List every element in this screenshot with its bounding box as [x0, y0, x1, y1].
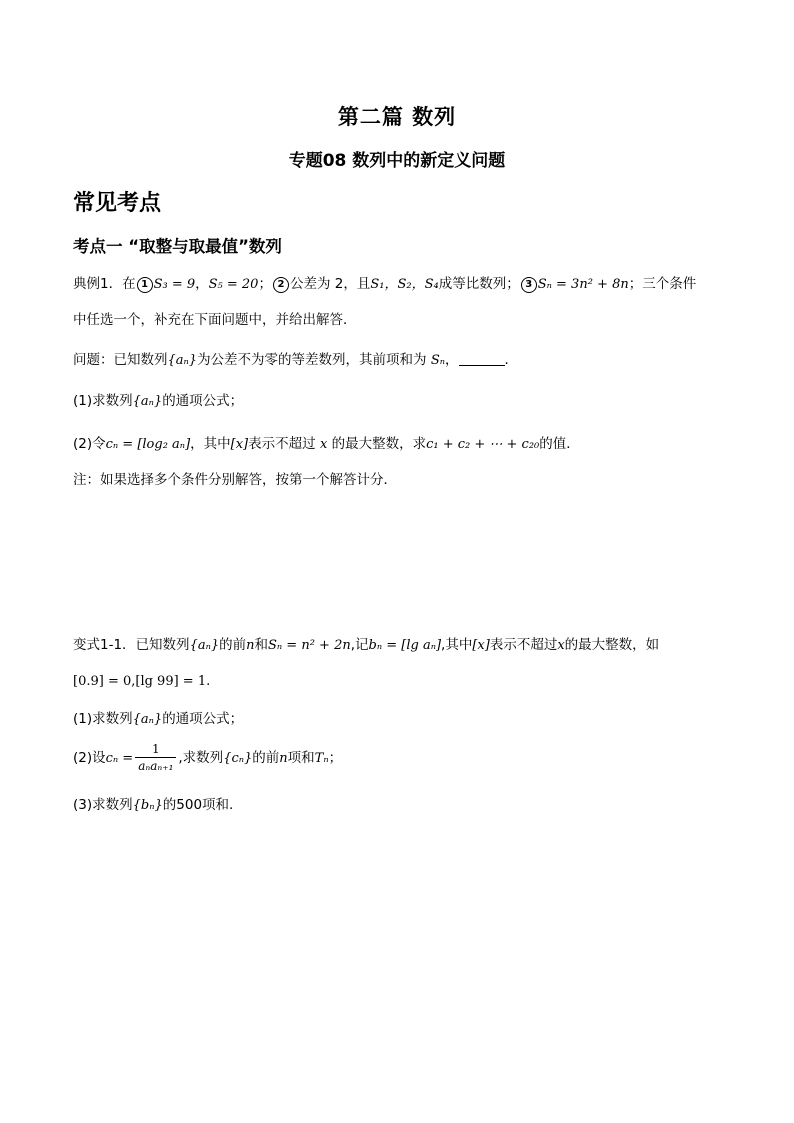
part2-bracket: [x] [230, 437, 249, 452]
fraction-numerator: 1 [151, 742, 160, 756]
example1-note: 注：如果选择多个条件分别解答，按第一个解答计分． [73, 472, 397, 488]
part2-mid-b: 表示不超过 [248, 436, 316, 452]
example1-part1 [73, 393, 243, 410]
variant1-part2-suffix: ； [328, 749, 343, 766]
topic-title: 专题08 数列中的新定义问题 [288, 151, 506, 171]
variant1-part1-suffix: 的通项公式； [162, 711, 244, 727]
variant1-part3-suffix: 的500项和. [162, 797, 234, 813]
variant1-text-a: 已知数列 [135, 637, 190, 653]
variant1-part1-seq: {aₙ} [132, 712, 163, 727]
part1-suffix: 的通项公式； [162, 393, 244, 409]
question-seq: {aₙ} [167, 353, 198, 368]
point-title: 考点一 “取整与取最值”数列 [73, 237, 282, 256]
part2-x: x [319, 437, 328, 452]
fraction [135, 742, 176, 774]
condition1-formula-a: S₃ = 9 [153, 277, 196, 292]
variant1-line1 [73, 637, 659, 654]
question-sum: Sₙ [430, 353, 446, 368]
variant1-part1 [73, 711, 243, 728]
variant1-part2-T: Tₙ [314, 750, 329, 766]
variant1-text-g: 的最大整数，如 [564, 637, 660, 653]
example1-question: 问题：已知数列{aₙ}为公差不为零的等差数列，其前项和为 Sₙ， ． [73, 352, 519, 368]
variant1-b-formula: bₙ = [lg aₙ] [368, 638, 442, 653]
variant1-sum-formula: Sₙ = n² + 2n [268, 638, 351, 653]
variant1-bracket: [x] [472, 638, 490, 653]
variant1-text-e: ,其中 [441, 637, 473, 653]
variant1-label: 变式1-1． [73, 637, 136, 653]
variant1-x: x [557, 638, 565, 653]
variant1-n: n [246, 638, 255, 653]
condition2-marker: 2 [273, 277, 289, 293]
variant1-seq: {aₙ} [189, 638, 220, 653]
condition3-marker: 3 [521, 277, 537, 293]
example1-line2: 中任选一个，补充在下面问题中，并给出解答． [73, 312, 357, 328]
variant1-text-d: ,记 [350, 637, 369, 653]
part-title: 第二篇 数列 [337, 105, 457, 129]
part2-formula: cₙ = [log₂ aₙ] [105, 437, 191, 452]
part1-seq: {aₙ} [132, 394, 163, 409]
example1-part2 [73, 436, 580, 453]
condition3-tail: ；三个条件 [628, 276, 697, 292]
part2-suffix: 的值． [539, 436, 580, 452]
question-prefix: 问题：已知数列 [73, 352, 168, 368]
condition1-marker: 1 [137, 277, 153, 293]
variant1-part2-text: 的前 [252, 749, 280, 766]
variant1-part2-prefix: (2)设 [73, 749, 106, 766]
variant1-part3-prefix: (3)求数列 [73, 797, 133, 813]
variant1-part2-mid: ,求数列 [178, 749, 224, 766]
condition2-terms: S₁，S₂，S₄ [370, 277, 439, 292]
answer-blank[interactable] [459, 353, 505, 366]
part1-prefix: (1)求数列 [73, 393, 133, 409]
variant1-part1-prefix: (1)求数列 [73, 711, 133, 727]
example1-line1: 典例1．在 1 S₃ = 9，S₅ = 20； 2 公差为 2，且S₁，S₂，S₄成等比数列； 3 Sₙ = 3n² + 8n；三个条件 [73, 276, 697, 292]
variant1-part2 [73, 742, 342, 774]
variant1-example-line: [0.9] = 0,[lg 99] = 1. [73, 674, 211, 689]
part2-mid-c: 的最大整数，求 [331, 436, 427, 452]
variant1-text-f: 表示不超过 [489, 637, 558, 653]
section-title: 常见考点 [73, 191, 162, 216]
example1-label: 典例1． [73, 276, 123, 292]
variant1-part2-text2: 项和 [287, 749, 315, 766]
example1-intro: 在 [122, 276, 136, 292]
part2-mid-a: ，其中 [190, 436, 231, 452]
question-mid: 为公差不为零的等差数列，其前项和为 [197, 352, 427, 368]
condition1-formula-b: S₅ = 20 [208, 277, 259, 292]
variant1-part3-seq: {bₙ} [132, 798, 163, 813]
variant1-text-b: 的前 [219, 637, 247, 653]
part2-prefix: (2)令 [73, 436, 106, 452]
fraction-denominator: aₙaₙ₊₁ [135, 757, 176, 773]
condition3-formula: Sₙ = 3n² + 8n [537, 277, 629, 292]
variant1-part2-seq: {cₙ} [223, 750, 253, 766]
condition2-text-b: 成等比数列； [438, 276, 520, 292]
variant1-text-c: 和 [254, 637, 268, 653]
variant1-part2-c: cₙ = [105, 750, 134, 766]
condition2-text-a: 公差为 2，且 [289, 276, 371, 292]
part2-sum: c₁ + c₂ + ⋯ + c₂₀ [426, 437, 540, 452]
variant1-part3 [73, 797, 233, 814]
variant1-part2-n: n [279, 750, 288, 766]
